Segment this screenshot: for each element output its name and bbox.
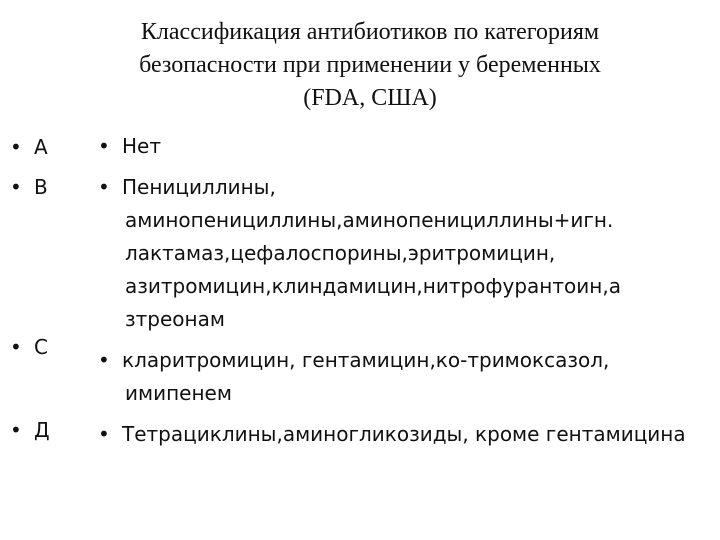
title-line-3: (FDA, США) (303, 85, 437, 111)
bullet: • (98, 175, 110, 199)
bullet: • (98, 422, 110, 446)
item-text: Тетрациклины,аминогликозиды, кроме гентамицина (122, 422, 686, 446)
description-list (98, 130, 708, 451)
bullet: • (98, 348, 110, 372)
bullet: • (10, 335, 22, 359)
title-line-1: Классификация антибиотиков по категориям (140, 19, 600, 45)
list-item (98, 344, 708, 410)
category-letter: В (34, 175, 48, 199)
bullet: • (10, 418, 22, 442)
category-c (10, 331, 48, 364)
item-text: Пенициллины, аминопенициллины,аминопенициллины+игн. лактамаз,цефалоспорины,эритромицин, азитромицин,клиндамицин,нитрофурантоин,а зтреонам (122, 175, 621, 331)
item-text: Нет (122, 134, 161, 158)
category-list (10, 0, 90, 540)
bullet: • (10, 175, 22, 199)
list-item (98, 418, 708, 451)
bullet: • (10, 135, 22, 159)
category-b (10, 171, 48, 204)
category-d (10, 414, 50, 447)
category-letter: А (34, 135, 48, 159)
list-item (98, 130, 708, 163)
slide-title (70, 16, 670, 115)
item-text: кларитромицин, гентамицин,ко-тримоксазол, имипенем (122, 348, 610, 405)
category-a (10, 131, 48, 164)
bullet: • (98, 134, 110, 158)
list-item (98, 171, 708, 336)
title-line-2: безопасности при применении у беременных (139, 52, 601, 78)
category-letter: Д (34, 418, 50, 442)
category-letter: С (34, 335, 48, 359)
